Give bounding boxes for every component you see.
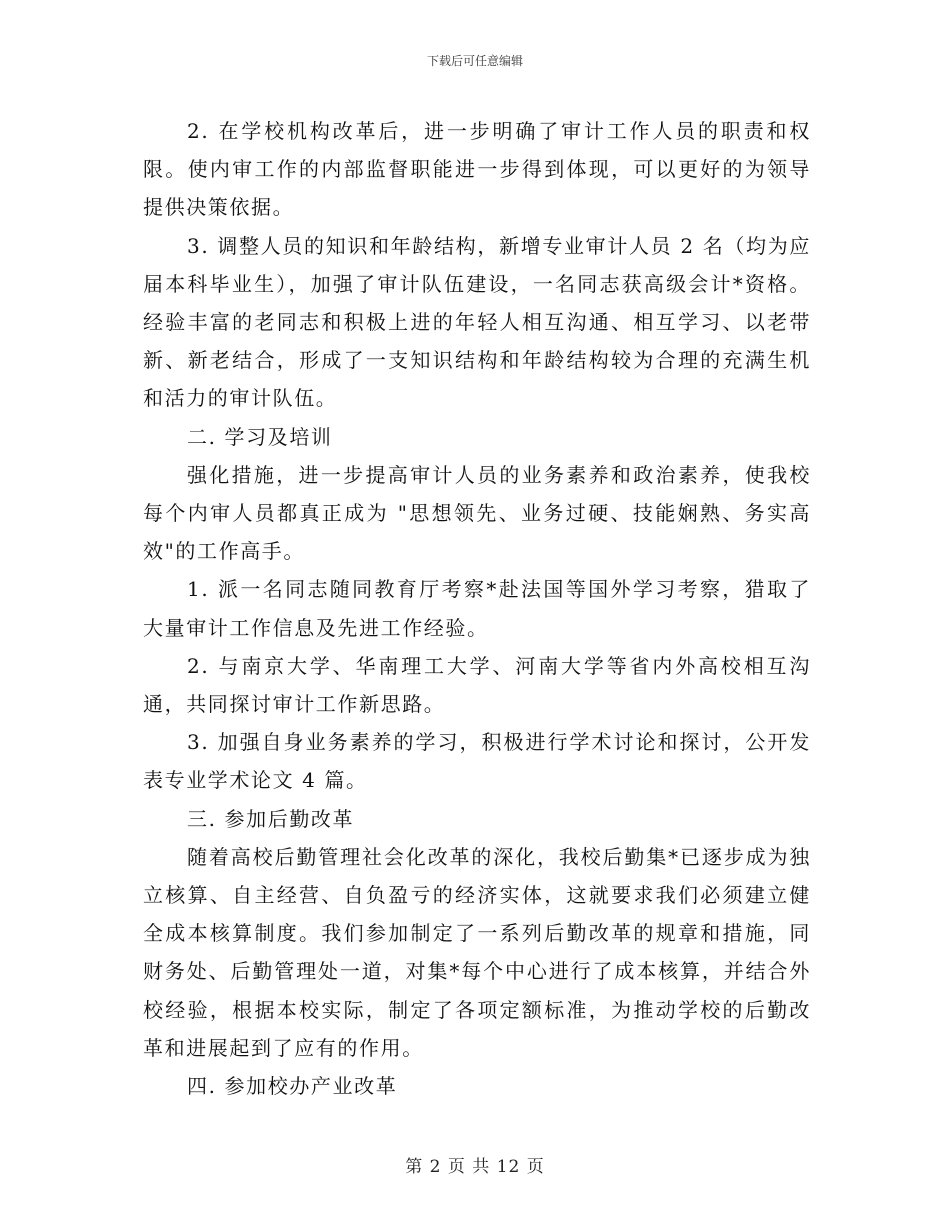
paragraph-item-2: 2. 在学校机构改革后，进一步明确了审计工作人员的职责和权限。使内审工作的内部监督职能进一步得到体现，可以更好的为领导提供决策依据。 — [143, 119, 811, 220]
document-body — [143, 112, 811, 1105]
section-heading-industry: 四. 参加校办产业改革 — [187, 1074, 398, 1099]
section-heading-logistics: 三. 参加后勤改革 — [187, 806, 355, 831]
paragraph-logistics: 随着高校后勤管理社会化改革的深化，我校后勤集*已逐步成为独立核算、自主经营、自负盈亏的经济实体，这就要求我们必须建立健全成本核算制度。我们参加制定了一系列后勤改革的规章和措施，同财务处、后勤管理处一道，对集*每个中心进行了成本核算，并结合外校经验，根据本校实际，制定了各项定额标准，为推动学校的后勤改革和进展起到了应有的作用。 — [143, 844, 811, 1060]
paragraph-training-3: 3. 加强自身业务素养的学习，积极进行学术讨论和探讨，公开发表专业学术论文 4 篇。 — [143, 730, 811, 793]
paragraph-training-intro: 强化措施，进一步提高审计人员的业务素养和政治素养，使我校每个内审人员都真正成为 "思想领先、业务过硬、技能娴熟、务实高效"的工作高手。 — [143, 462, 811, 564]
paragraph-training-2: 2. 与南京大学、华南理工大学、河南大学等省内外高校相互沟通，共同探讨审计工作新思路。 — [143, 653, 811, 717]
page-footer: 第 2 页 共 12 页 — [405, 1157, 545, 1177]
section-heading-training: 二. 学习及培训 — [187, 424, 333, 449]
page-header: 下载后可任意编辑 — [426, 54, 523, 68]
paragraph-item-3: 3. 调整人员的知识和年龄结构，新增专业审计人员 2 名（均为应届本科毕业生），加强了审计队伍建设，一名同志获高级会计*资格。经验丰富的老同志和积极上进的年轻人相互沟通、相互学习、以老带新、新老结合，形成了一支知识结构和年龄结构较为合理的充满生机和活力的审计队伍。 — [143, 233, 811, 411]
paragraph-training-1: 1. 派一名同志随同教育厅考察*赴法国等国外学习考察，猎取了大量审计工作信息及先进工作经验。 — [143, 577, 811, 640]
